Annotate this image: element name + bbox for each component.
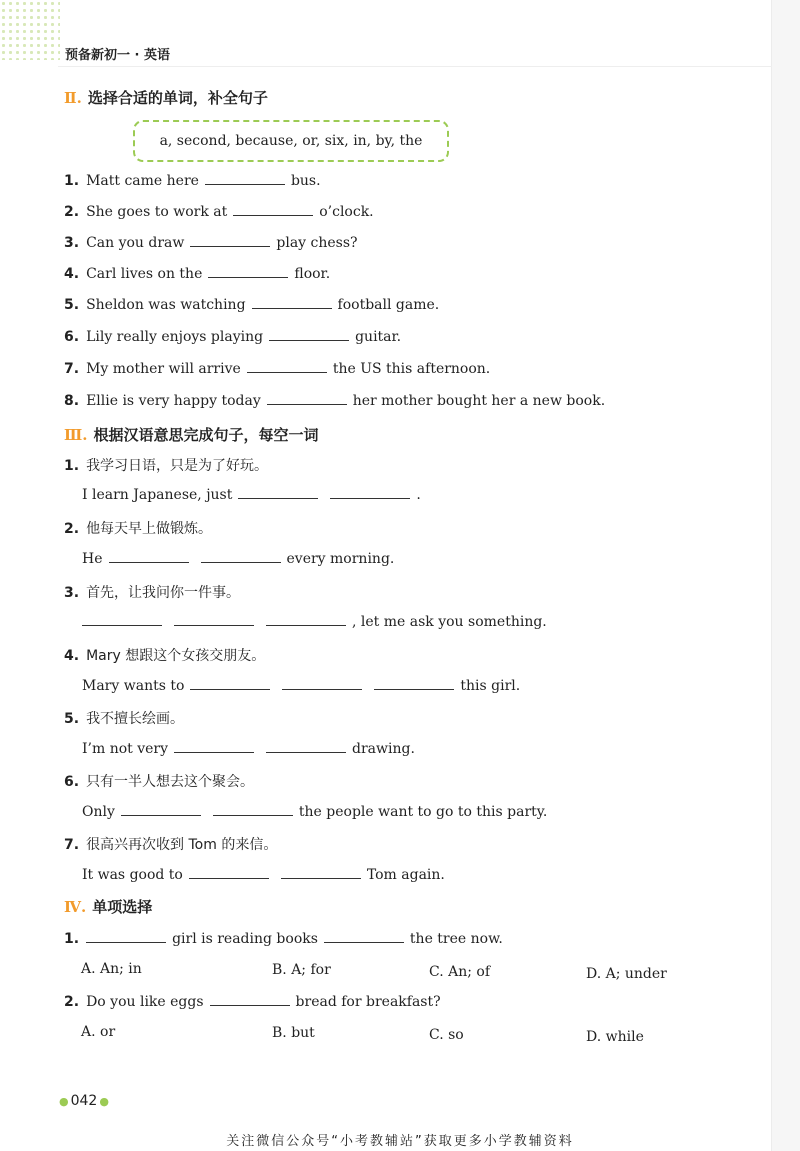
page-edge	[771, 0, 800, 1151]
answer-blank[interactable]	[109, 550, 189, 563]
corner-dot-pattern	[0, 0, 60, 60]
q1-option-c[interactable]: C. An; of	[429, 964, 491, 980]
section-4-title	[64, 896, 152, 917]
answer-blank[interactable]	[252, 296, 332, 309]
exercise-3-item-7-answer: It was good to Tom again.	[82, 867, 445, 883]
choice-question-2: 2. Do you like eggs bread for breakfast?	[64, 994, 441, 1010]
bullet-icon: ●	[59, 1095, 69, 1108]
section-2-numeral: Ⅱ.	[64, 89, 82, 107]
section-2-title-text: 选择合适的单词，补全句子	[87, 89, 268, 107]
exercise-3-item-5-answer: I’m not very drawing.	[82, 741, 415, 757]
bullet-icon: ●	[99, 1095, 109, 1108]
choice-question-1: 1. girl is reading books the tree now.	[64, 931, 503, 947]
exercise-3-item-1-answer: I learn Japanese, just .	[82, 487, 421, 503]
q1-option-a[interactable]: A. An; in	[81, 961, 142, 977]
exercise-2-item-3: 3. Can you draw play chess?	[64, 235, 358, 251]
answer-blank[interactable]	[213, 803, 293, 816]
answer-blank[interactable]	[174, 740, 254, 753]
section-4-numeral: Ⅳ.	[64, 898, 87, 916]
answer-blank[interactable]	[205, 172, 285, 185]
exercise-3-item-7-prompt: 7. 很高兴再次收到 Tom 的来信。	[64, 837, 278, 853]
answer-blank[interactable]	[324, 930, 404, 943]
answer-blank[interactable]	[233, 203, 313, 216]
exercise-3-item-6-answer: Only the people want to go to this party.	[82, 804, 548, 820]
word-bank: a, second, because, or, six, in, by, the	[133, 120, 449, 162]
answer-blank[interactable]	[267, 392, 347, 405]
q2-option-b[interactable]: B. but	[272, 1025, 315, 1041]
answer-blank[interactable]	[189, 866, 269, 879]
exercise-3-item-2-prompt: 2. 他每天早上做锻炼。	[64, 521, 213, 537]
q2-option-a[interactable]: A. or	[81, 1024, 116, 1040]
page-number: ● 042 ●	[59, 1093, 109, 1109]
q1-option-b[interactable]: B. A; for	[272, 962, 331, 978]
section-4-title-text: 单项选择	[92, 898, 153, 916]
section-3-numeral: Ⅲ.	[64, 426, 88, 444]
answer-blank[interactable]	[247, 360, 327, 373]
answer-blank[interactable]	[266, 613, 346, 626]
answer-blank[interactable]	[374, 677, 454, 690]
header-divider	[58, 66, 772, 67]
answer-blank[interactable]	[82, 613, 162, 626]
answer-blank[interactable]	[210, 993, 290, 1006]
section-3-title	[64, 424, 319, 445]
exercise-2-item-8: 8. Ellie is very happy today her mother bought her a new book.	[64, 393, 606, 409]
section-3-title-text: 根据汉语意思完成句子，每空一词	[93, 426, 319, 444]
answer-blank[interactable]	[121, 803, 201, 816]
exercise-3-item-6-prompt: 6. 只有一半人想去这个聚会。	[64, 774, 255, 790]
exercise-2-item-5: 5. Sheldon was watching football game.	[64, 297, 440, 313]
exercise-2-item-1: 1. Matt came here bus.	[64, 173, 321, 189]
footer-note: 关注微信公众号“小考教辅站”获取更多小学教辅资料	[226, 1134, 574, 1149]
exercise-3-item-5-prompt: 5. 我不擅长绘画。	[64, 711, 185, 727]
answer-blank[interactable]	[266, 740, 346, 753]
answer-blank[interactable]	[174, 613, 254, 626]
exercise-3-item-1-prompt: 1. 我学习日语，只是为了好玩。	[64, 458, 269, 474]
answer-blank[interactable]	[281, 866, 361, 879]
exercise-3-item-4-answer: Mary wants to this girl.	[82, 678, 521, 694]
answer-blank[interactable]	[201, 550, 281, 563]
answer-blank[interactable]	[86, 930, 166, 943]
page-header-title: 预备新初一 · 英语	[65, 48, 170, 63]
exercise-3-item-2-answer: He every morning.	[82, 551, 395, 567]
q2-option-c[interactable]: C. so	[429, 1027, 464, 1043]
exercise-3-item-3-prompt: 3. 首先，让我问你一件事。	[64, 585, 241, 601]
exercise-3-item-4-prompt: 4. Mary 想跟这个女孩交朋友。	[64, 648, 266, 664]
answer-blank[interactable]	[330, 486, 410, 499]
exercise-2-item-7: 7. My mother will arrive the US this afternoon.	[64, 361, 491, 377]
answer-blank[interactable]	[269, 328, 349, 341]
q1-option-d[interactable]: D. A; under	[586, 966, 667, 982]
exercise-3-item-3-answer: , let me ask you something.	[82, 613, 547, 630]
exercise-2-item-2: 2. She goes to work at o’clock.	[64, 204, 374, 220]
exercise-2-item-6: 6. Lily really enjoys playing guitar.	[64, 329, 402, 345]
exercise-2-item-4: 4. Carl lives on the floor.	[64, 266, 331, 282]
answer-blank[interactable]	[190, 234, 270, 247]
section-2-title	[64, 87, 268, 108]
answer-blank[interactable]	[208, 265, 288, 278]
answer-blank[interactable]	[238, 486, 318, 499]
q2-option-d[interactable]: D. while	[586, 1029, 644, 1045]
answer-blank[interactable]	[190, 677, 270, 690]
answer-blank[interactable]	[282, 677, 362, 690]
